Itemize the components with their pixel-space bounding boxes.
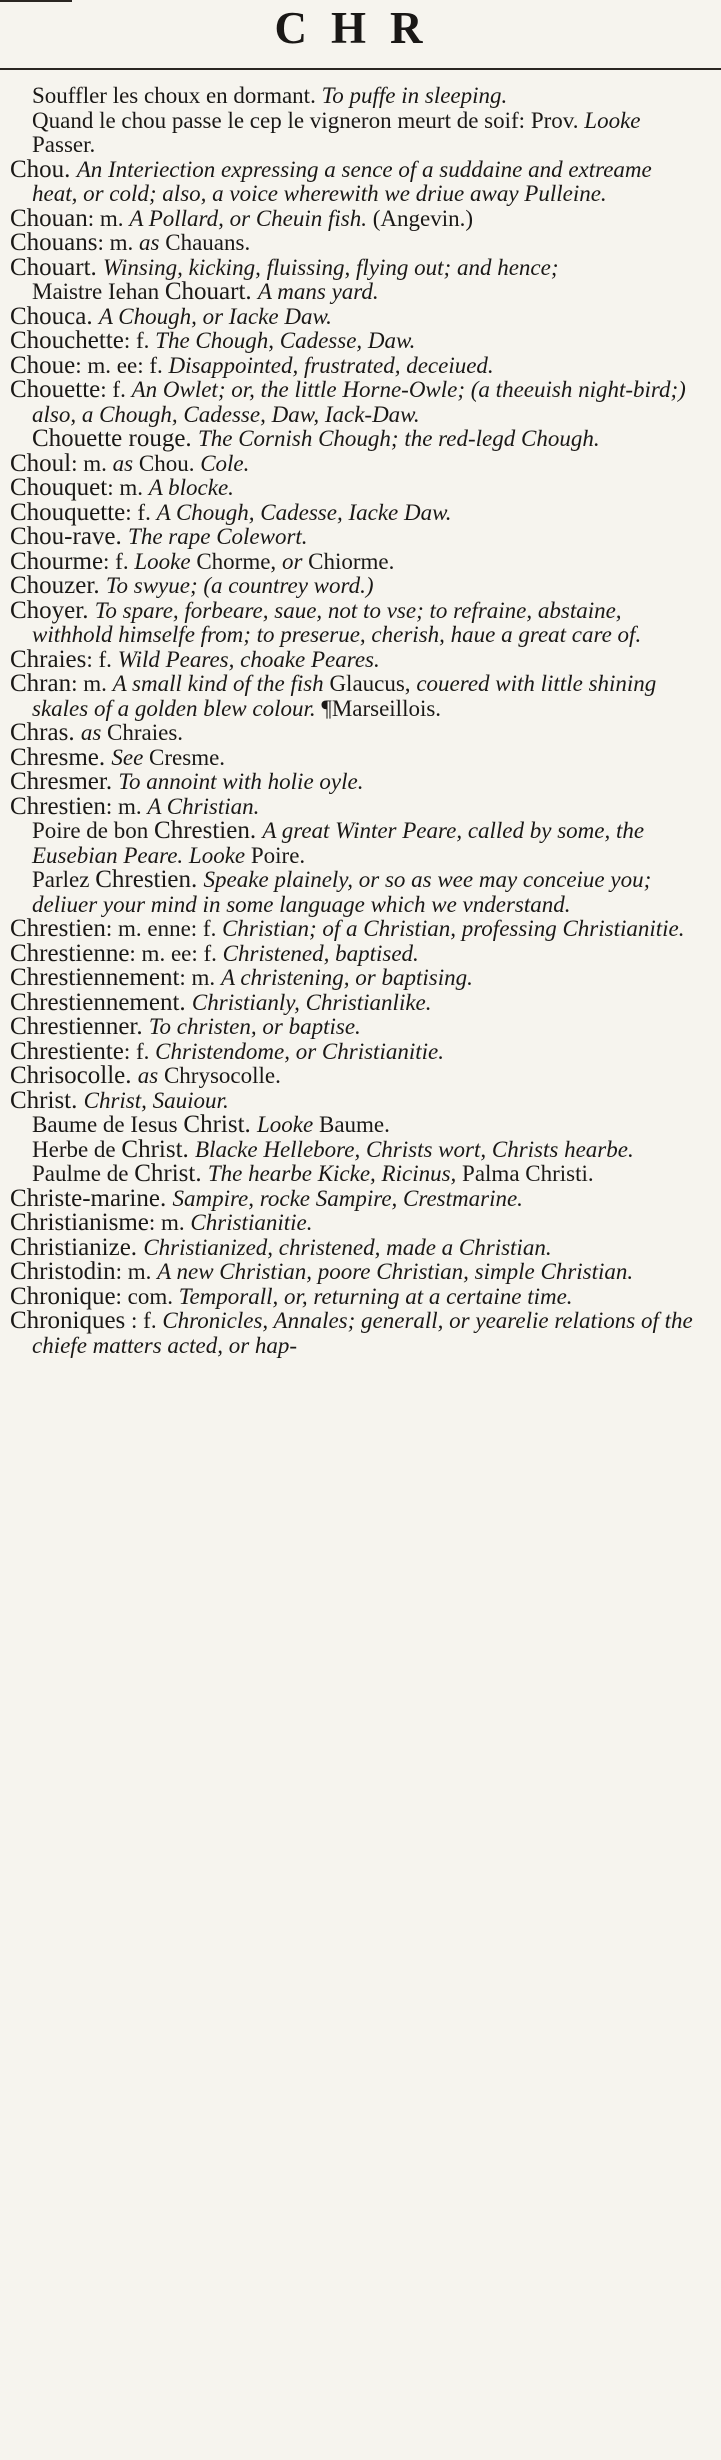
entry-text: : com. <box>115 1283 179 1309</box>
dictionary-entry <box>10 525 700 550</box>
dictionary-entry <box>10 498 700 526</box>
headword: Christodin <box>10 1258 116 1285</box>
gloss-text: A Pollard, or Cheuin fish. <box>129 205 367 231</box>
headword: Chou-rave. <box>10 523 129 550</box>
entry-text: ¶Marseillois. <box>315 695 442 721</box>
headword: Choyer. <box>10 596 95 624</box>
headword: Christ. <box>183 1111 258 1138</box>
gloss-text: Christianitie. <box>190 1210 313 1235</box>
dictionary-entry <box>10 596 700 648</box>
sub-entry <box>10 280 700 305</box>
gloss-text: A Chough, Cadesse, Iacke Daw. <box>156 499 452 525</box>
entry-text: Glaucus, <box>323 671 417 696</box>
dictionary-entry <box>10 1015 700 1040</box>
gloss-text: To puffe in sleeping. <box>321 83 508 108</box>
gloss-text: Looke <box>257 1112 314 1137</box>
dictionary-entry <box>10 476 700 501</box>
dictionary-entry <box>10 988 700 1016</box>
headword: Chrestienne <box>10 939 130 967</box>
dictionary-entry <box>10 351 700 379</box>
dictionary-entry <box>10 302 700 330</box>
headword: Chrestiennement <box>10 964 180 991</box>
headword: Chouzer. <box>10 572 106 599</box>
entry-text: : m. <box>107 475 149 500</box>
dictionary-entry <box>10 253 700 281</box>
gloss-text: To swyue; (a countrey word.) <box>105 573 374 598</box>
gloss-text: Temporall, or, returning at a certaine time. <box>178 1283 573 1309</box>
entry-text: : m. ee: f. <box>75 352 169 378</box>
dictionary-entry <box>10 743 700 771</box>
gloss-text: A blocke. <box>148 475 234 500</box>
entry-text: Paulme de <box>32 1161 135 1186</box>
headword: Chroniques <box>10 1307 126 1334</box>
entry-text: : m. <box>71 671 113 696</box>
gloss-text: Cole. <box>200 450 250 476</box>
headword: Christe-marine. <box>10 1184 173 1212</box>
entry-text: Poire. <box>245 842 306 868</box>
gloss-text: An Owlet; or, the little Horne-Owle; (a theeuish night-bird;) also, a Chough, Cadesse, Daw, Iack-Daw. <box>32 377 686 427</box>
dictionary-entry <box>10 770 700 795</box>
headword: Christ. <box>121 1135 196 1163</box>
headword: Chraies <box>10 645 87 673</box>
gloss-text: Winsing, kicking, fluissing, flying out; and hence; <box>103 254 559 280</box>
gloss-text: Speake plainely, or so as wee may conceiue you; deliuer your mind in some language which we vnderstand. <box>32 867 652 917</box>
headword: Chouquette <box>10 498 126 526</box>
entry-text: Herbe de <box>32 1136 122 1162</box>
headword: Chouca. <box>10 302 99 330</box>
gloss-text: as <box>139 230 160 255</box>
entry-text: Chorme, <box>190 548 282 574</box>
dictionary-entry <box>10 574 700 599</box>
gloss-text: To annoint with holie oyle. <box>118 769 364 794</box>
headword: Chouart. <box>10 253 104 281</box>
gloss-text: A great Winter Peare, called by some, the Eusebian Peare. Looke <box>32 818 645 868</box>
entry-text: Baume de Iesus <box>32 1112 184 1137</box>
sub-entry <box>10 84 700 109</box>
headword: Chouan <box>10 204 88 232</box>
entry-text: : f. <box>123 328 156 353</box>
gloss-text: An Interiection expressing a sence of a suddaine and extreame heat, or cold; also, a voice wherewith we driue away Pulleine. <box>32 156 652 206</box>
headword: Chrestien <box>10 915 106 942</box>
gloss-text: A small kind of the fish <box>112 671 324 696</box>
headword: Chras. <box>10 719 81 746</box>
dictionary-entry <box>10 1282 700 1310</box>
headword: Chresme. <box>10 743 112 771</box>
gloss-text: Christianly, Christianlike. <box>191 989 432 1015</box>
gloss-text: A christening, or baptising. <box>220 965 473 990</box>
gloss-text: Looke <box>134 548 191 574</box>
dictionary-entry <box>10 917 700 942</box>
headword: Chrestienner. <box>10 1013 149 1040</box>
entry-text: Cresme. <box>143 744 226 770</box>
entry-text: Maistre Iehan <box>32 279 165 304</box>
headword: Chrestiennement. <box>10 988 192 1016</box>
entry-text: : f. <box>123 1038 156 1064</box>
gloss-text: To christen, or baptise. <box>148 1014 361 1039</box>
gloss-text: A mans yard. <box>257 279 379 304</box>
entry-text: Souffler les choux en dormant. <box>32 83 322 108</box>
gloss-text: couered with little shining skales of a golden blew colour. <box>32 671 657 721</box>
entry-text: Quand le chou passe le cep le vigneron meurt de soif: Prov. <box>32 107 585 133</box>
entry-text: Poire de bon <box>32 818 155 843</box>
entry-text: : m. <box>97 230 140 255</box>
gloss-text: A new Christian, poore Christian, simple Christian. <box>157 1259 634 1284</box>
headword: Christ. <box>134 1160 208 1187</box>
sub-entry <box>10 819 700 868</box>
headword: Chouette rouge. <box>32 425 198 452</box>
entry-text: : f. <box>100 377 132 402</box>
gloss-text: The Chough, Cadesse, Daw. <box>155 328 416 353</box>
gloss-text: To spare, forbeare, saue, not to vse; to refraine, abstaine, withhold himselfe from; to preserue, cherish, haue a great care of. <box>32 597 642 647</box>
entry-text: : m. <box>71 450 113 476</box>
entry-text: : m. <box>148 1210 191 1235</box>
gloss-text: Blacke Hellebore, Christs wort, Christs hearbe. <box>195 1136 634 1162</box>
dictionary-entry <box>10 721 700 746</box>
gloss-text: The hearbe Kicke, Ricinus, <box>207 1161 457 1186</box>
gloss-text: as <box>112 450 134 476</box>
dictionary-entry <box>10 645 700 673</box>
sub-entry <box>10 868 700 917</box>
sub-entry <box>10 1135 700 1163</box>
dictionary-entry <box>10 966 700 991</box>
dictionary-entry <box>10 1064 700 1089</box>
headword: Chresmer. <box>10 768 119 795</box>
entry-text: : f. <box>125 499 157 525</box>
sub-entry <box>10 1162 700 1187</box>
dictionary-entry <box>10 1211 700 1236</box>
headword: Chouette <box>10 376 101 403</box>
dictionary-entry <box>10 939 700 967</box>
entry-text: Palma Christi. <box>456 1161 594 1186</box>
dictionary-entry <box>10 1184 700 1212</box>
dictionary-entry <box>10 547 700 575</box>
gloss-text: Wild Peares, choake Peares. <box>117 646 380 672</box>
gloss-text: Christendome, or Christianitie. <box>155 1038 444 1064</box>
gloss-text: Christened, baptised. <box>222 940 419 966</box>
headword: Chrestiente <box>10 1037 124 1065</box>
headword: Choue <box>10 351 76 379</box>
headword: Chran <box>10 670 72 697</box>
dictionary-entry <box>10 449 700 477</box>
gloss-text: The rape Colewort. <box>128 524 308 549</box>
gloss-text: as <box>137 1063 159 1088</box>
gloss-text: Chronicles, Annales; generall, or yearelie relations of the chiefe matters acted, or hap- <box>32 1308 693 1358</box>
headword: Chrestien. <box>154 817 263 844</box>
gloss-text: See <box>111 744 144 770</box>
entry-text: : m. <box>115 1259 158 1284</box>
headword: Chouart. <box>164 278 258 305</box>
entry-list <box>10 84 700 1358</box>
entry-text: Passer. <box>32 132 96 157</box>
headword: Chou. <box>10 155 77 183</box>
entry-text: : m. ee: f. <box>129 940 223 966</box>
dictionary-entry <box>10 155 700 207</box>
dictionary-entry <box>10 1260 700 1285</box>
entry-text: : f. <box>103 548 135 574</box>
gloss-text: Disappointed, frustrated, deceiued. <box>168 352 494 378</box>
headword: Chourme <box>10 547 104 575</box>
dictionary-entry <box>10 1309 700 1358</box>
dictionary-entry <box>10 231 700 256</box>
header-rule <box>0 68 721 70</box>
dictionary-entry <box>10 792 700 820</box>
headword: Christianisme <box>10 1209 149 1236</box>
entry-text: : f. <box>125 1308 163 1333</box>
gloss-text: The Cornish Chough; the red-legd Chough. <box>197 426 600 451</box>
gloss-text: Christ, Sauiour. <box>83 1087 229 1113</box>
gloss-text: as <box>80 720 102 745</box>
gloss-text: Christianized, christened, made a Christian. <box>143 1234 552 1260</box>
headword: Chouchette <box>10 327 124 354</box>
entry-text: : m. <box>105 793 148 819</box>
dictionary-entry <box>10 378 700 427</box>
entry-text: : f. <box>86 646 118 672</box>
headword: Chrestien <box>10 792 106 820</box>
sub-entry <box>10 427 700 452</box>
entry-text: Baume. <box>313 1112 390 1137</box>
headword: Christianize. <box>10 1233 144 1261</box>
dictionary-entry <box>10 1086 700 1114</box>
entry-text: Chou. <box>133 450 201 476</box>
headword: Chronique <box>10 1282 116 1310</box>
entry-text: Chrysocolle. <box>158 1063 281 1088</box>
headword: Chrestien. <box>95 866 204 893</box>
dictionary-entry <box>10 329 700 354</box>
entry-text: : m. <box>87 205 130 231</box>
sub-entry <box>10 1113 700 1138</box>
gloss-text: Christian; of a Christian, professing Christianitie. <box>222 916 685 941</box>
entry-text: Parlez <box>32 867 96 892</box>
gloss-text: Looke <box>584 107 641 133</box>
entry-text: : m. enne: f. <box>105 916 223 941</box>
headword: Christ. <box>10 1086 84 1114</box>
gloss-text: A Christian. <box>147 793 260 819</box>
entry-text: (Angevin.) <box>367 205 474 231</box>
dictionary-entry <box>10 1233 700 1261</box>
headword: Choul <box>10 449 72 477</box>
page-header: CHR <box>274 3 447 53</box>
entry-text: Chraies. <box>101 720 184 745</box>
entry-text: Chauans. <box>159 230 251 255</box>
headword: Chrisocolle. <box>10 1062 138 1089</box>
sub-entry <box>10 109 700 158</box>
entry-text: Chiorme. <box>302 548 395 574</box>
headword: Chouans <box>10 229 98 256</box>
headword: Chouquet <box>10 474 108 501</box>
gloss-text: or <box>281 548 303 574</box>
dictionary-entry <box>10 672 700 721</box>
gloss-text: A Chough, or Iacke Daw. <box>98 303 332 329</box>
dictionary-entry <box>10 1037 700 1065</box>
entry-text: : m. <box>179 965 221 990</box>
gloss-text: Sampire, rocke Sampire, Crestmarine. <box>172 1185 523 1211</box>
dictionary-entry <box>10 204 700 232</box>
